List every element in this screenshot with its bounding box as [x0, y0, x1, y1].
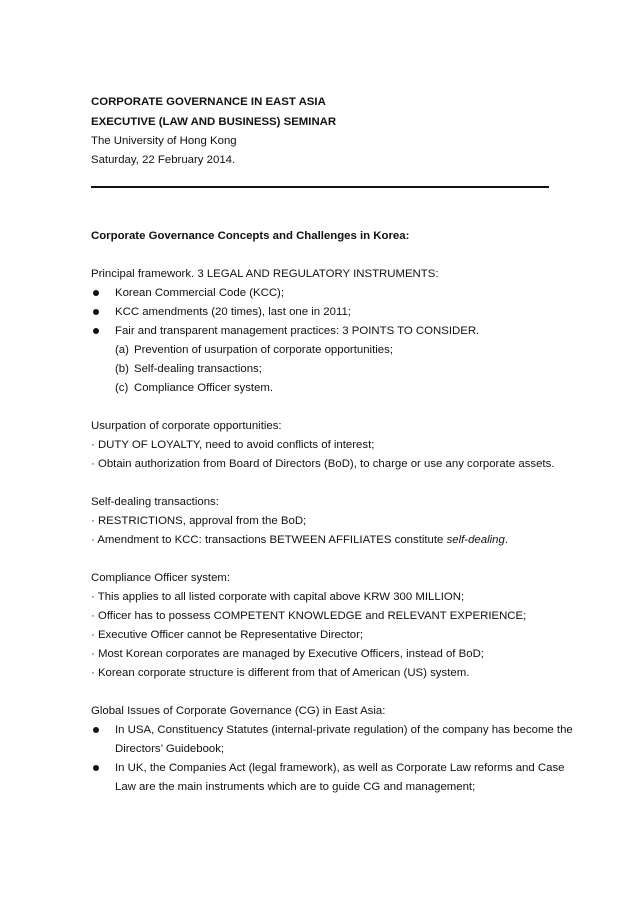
doc-title: CORPORATE GOVERNANCE IN EAST ASIA: [91, 96, 326, 108]
doc-subtitle: EXECUTIVE (LAW AND BUSINESS) SEMINAR: [91, 116, 337, 128]
institution: The University of Hong Kong: [91, 135, 237, 147]
list-item: · Korean corporate structure is different from that of American (US) system.: [91, 667, 470, 679]
list-item: · Executive Officer cannot be Representative Director;: [91, 629, 364, 641]
sub-item: Compliance Officer system.: [134, 382, 274, 394]
sub-item-label: (a): [115, 344, 129, 356]
bullet-icon: [93, 290, 99, 296]
framework-intro: Principal framework. 3 LEGAL AND REGULATORY INSTRUMENTS:: [91, 268, 439, 280]
bullet-icon: [93, 328, 99, 334]
emphasis-text: self-dealing: [446, 534, 505, 546]
compliance-heading: Compliance Officer system:: [91, 572, 231, 584]
list-item-continued: Directors’ Guidebook;: [115, 743, 225, 755]
sub-item-label: (c): [115, 382, 129, 394]
sub-item: Self-dealing transactions;: [134, 363, 262, 375]
list-item: In UK, the Companies Act (legal framework), as well as Corporate Law reforms and Case: [115, 762, 565, 774]
list-item: · This applies to all listed corporate with capital above KRW 300 MILLION;: [91, 591, 465, 603]
selfdealing-heading: Self-dealing transactions:: [91, 496, 219, 508]
text-span: · Amendment to KCC: transactions BETWEEN AFFILIATES constitute: [91, 534, 447, 546]
list-item-continued: Law are the main instruments which are to guide CG and management;: [115, 781, 476, 793]
date: Saturday, 22 February 2014.: [91, 154, 236, 166]
list-item: Fair and transparent management practices: 3 POINTS TO CONSIDER.: [115, 325, 480, 337]
bullet-icon: [93, 765, 99, 771]
sub-item-label: (b): [115, 363, 129, 375]
list-item: KCC amendments (20 times), last one in 2011;: [115, 306, 351, 318]
list-item: · Obtain authorization from Board of Directors (BoD), to charge or use any corporate assets.: [91, 458, 555, 470]
section-heading: Corporate Governance Concepts and Challenges in Korea:: [91, 230, 410, 242]
list-item: · Most Korean corporates are managed by Executive Officers, instead of BoD;: [91, 648, 484, 660]
list-item: · DUTY OF LOYALTY, need to avoid conflicts of interest;: [91, 439, 375, 451]
bullet-icon: [93, 727, 99, 733]
list-item: · Officer has to possess COMPETENT KNOWLEDGE and RELEVANT EXPERIENCE;: [91, 610, 527, 622]
list-item: [91, 533, 508, 547]
text-span: .: [504, 534, 508, 546]
horizontal-rule: [91, 186, 549, 188]
sub-item: Prevention of usurpation of corporate opportunities;: [134, 344, 393, 356]
bullet-icon: [93, 309, 99, 315]
usurpation-heading: Usurpation of corporate opportunities:: [91, 420, 282, 432]
list-item: · RESTRICTIONS, approval from the BoD;: [91, 515, 307, 527]
global-heading: Global Issues of Corporate Governance (CG) in East Asia:: [91, 705, 386, 717]
list-item: Korean Commercial Code (KCC);: [115, 287, 285, 299]
list-item: In USA, Constituency Statutes (internal-private regulation) of the company has become the: [115, 724, 573, 736]
